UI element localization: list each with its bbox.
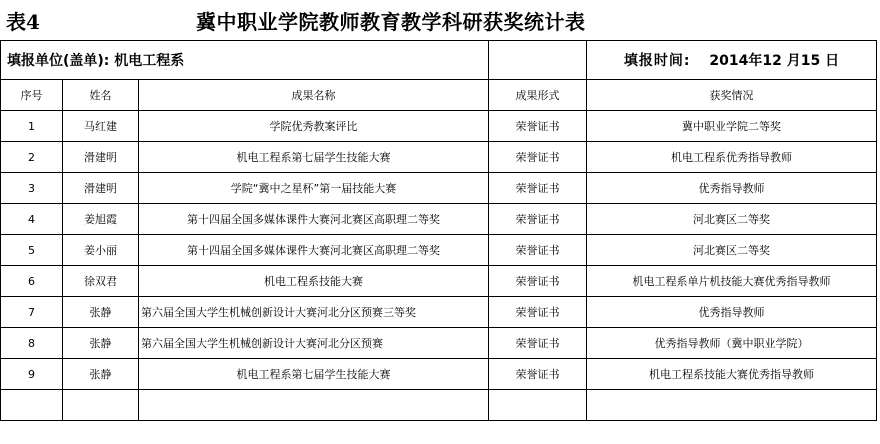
- unit-value: 机电工程系: [114, 53, 185, 69]
- cell-form[interactable]: 荣誉证书: [489, 173, 587, 204]
- meta-row: [1, 41, 877, 80]
- cell-name[interactable]: 姜旭霞: [63, 204, 139, 235]
- cell-no[interactable]: 6: [1, 266, 63, 297]
- cell-award[interactable]: 优秀指导教师: [587, 173, 877, 204]
- table-number: 表4: [6, 10, 40, 34]
- cell-title[interactable]: 第十四届全国多媒体课件大赛河北赛区高职理二等奖: [139, 235, 489, 266]
- cell-form[interactable]: 荣誉证书: [489, 111, 587, 142]
- cell-award[interactable]: 机电工程系单片机技能大赛优秀指导教师: [587, 266, 877, 297]
- table-row: [1, 235, 877, 266]
- page-title: 冀中职业学院教师教育教学科研获奖统计表: [196, 10, 586, 34]
- cell-name[interactable]: 张静: [63, 328, 139, 359]
- unit-cell[interactable]: [1, 41, 489, 80]
- cell-title[interactable]: 第六届全国大学生机械创新设计大赛河北分区预赛: [139, 328, 489, 359]
- empty-cell[interactable]: [63, 390, 139, 421]
- cell-form[interactable]: 荣誉证书: [489, 204, 587, 235]
- column-header-title[interactable]: 成果名称: [139, 80, 489, 111]
- table-row: [1, 173, 877, 204]
- cell-title[interactable]: 学院优秀教案评比: [139, 111, 489, 142]
- empty-cell[interactable]: [139, 390, 489, 421]
- cell-name[interactable]: 徐双君: [63, 266, 139, 297]
- cell-no[interactable]: 9: [1, 359, 63, 390]
- cell-title[interactable]: 学院“冀中之星杯”第一届技能大赛: [139, 173, 489, 204]
- cell-no[interactable]: 7: [1, 297, 63, 328]
- header-row: [1, 80, 877, 111]
- empty-row: [1, 390, 877, 421]
- cell-award[interactable]: 优秀指导教师（冀中职业学院）: [587, 328, 877, 359]
- unit-label: 填报单位(盖单):: [7, 53, 110, 69]
- table-row: [1, 204, 877, 235]
- cell-no[interactable]: 4: [1, 204, 63, 235]
- table-row: [1, 297, 877, 328]
- column-header-form[interactable]: 成果形式: [489, 80, 587, 111]
- cell-form[interactable]: 荣誉证书: [489, 359, 587, 390]
- cell-form[interactable]: 荣誉证书: [489, 297, 587, 328]
- cell-name[interactable]: 马红建: [63, 111, 139, 142]
- cell-no[interactable]: 2: [1, 142, 63, 173]
- cell-form[interactable]: 荣誉证书: [489, 266, 587, 297]
- column-header-no[interactable]: 序号: [1, 80, 63, 111]
- cell-award[interactable]: 河北赛区二等奖: [587, 235, 877, 266]
- cell-award[interactable]: 冀中职业学院二等奖: [587, 111, 877, 142]
- date-label: 填报时间:: [623, 53, 691, 69]
- cell-no[interactable]: 1: [1, 111, 63, 142]
- cell-title[interactable]: 机电工程系第七届学生技能大赛: [139, 142, 489, 173]
- cell-award[interactable]: 优秀指导教师: [587, 297, 877, 328]
- column-header-name[interactable]: 姓名: [63, 80, 139, 111]
- cell-name[interactable]: 姜小丽: [63, 235, 139, 266]
- title-row: [0, 0, 880, 40]
- table-row: [1, 328, 877, 359]
- cell-title[interactable]: 第六届全国大学生机械创新设计大赛河北分区预赛三等奖: [139, 297, 489, 328]
- table-row: [1, 359, 877, 390]
- cell-award[interactable]: 机电工程系技能大赛优秀指导教师: [587, 359, 877, 390]
- empty-cell[interactable]: [489, 390, 587, 421]
- cell-no[interactable]: 8: [1, 328, 63, 359]
- empty-cell[interactable]: [1, 390, 63, 421]
- date-value: 2014年12 月15 日: [709, 53, 840, 69]
- cell-form[interactable]: 荣誉证书: [489, 328, 587, 359]
- table-row: [1, 266, 877, 297]
- date-cell[interactable]: [587, 41, 877, 80]
- cell-title[interactable]: 第十四届全国多媒体课件大赛河北赛区高职理二等奖: [139, 204, 489, 235]
- table-row: [1, 111, 877, 142]
- column-header-award[interactable]: 获奖情况: [587, 80, 877, 111]
- table-row: [1, 142, 877, 173]
- cell-form[interactable]: 荣誉证书: [489, 142, 587, 173]
- cell-title[interactable]: 机电工程系第七届学生技能大赛: [139, 359, 489, 390]
- empty-cell[interactable]: [587, 390, 877, 421]
- awards-table: [0, 40, 877, 421]
- meta-empty-cell[interactable]: [489, 41, 587, 80]
- cell-award[interactable]: 机电工程系优秀指导教师: [587, 142, 877, 173]
- cell-name[interactable]: 滑建明: [63, 173, 139, 204]
- cell-title[interactable]: 机电工程系技能大赛: [139, 266, 489, 297]
- cell-name[interactable]: 张静: [63, 359, 139, 390]
- cell-name[interactable]: 张静: [63, 297, 139, 328]
- cell-no[interactable]: 5: [1, 235, 63, 266]
- cell-no[interactable]: 3: [1, 173, 63, 204]
- cell-name[interactable]: 滑建明: [63, 142, 139, 173]
- cell-form[interactable]: 荣誉证书: [489, 235, 587, 266]
- cell-award[interactable]: 河北赛区二等奖: [587, 204, 877, 235]
